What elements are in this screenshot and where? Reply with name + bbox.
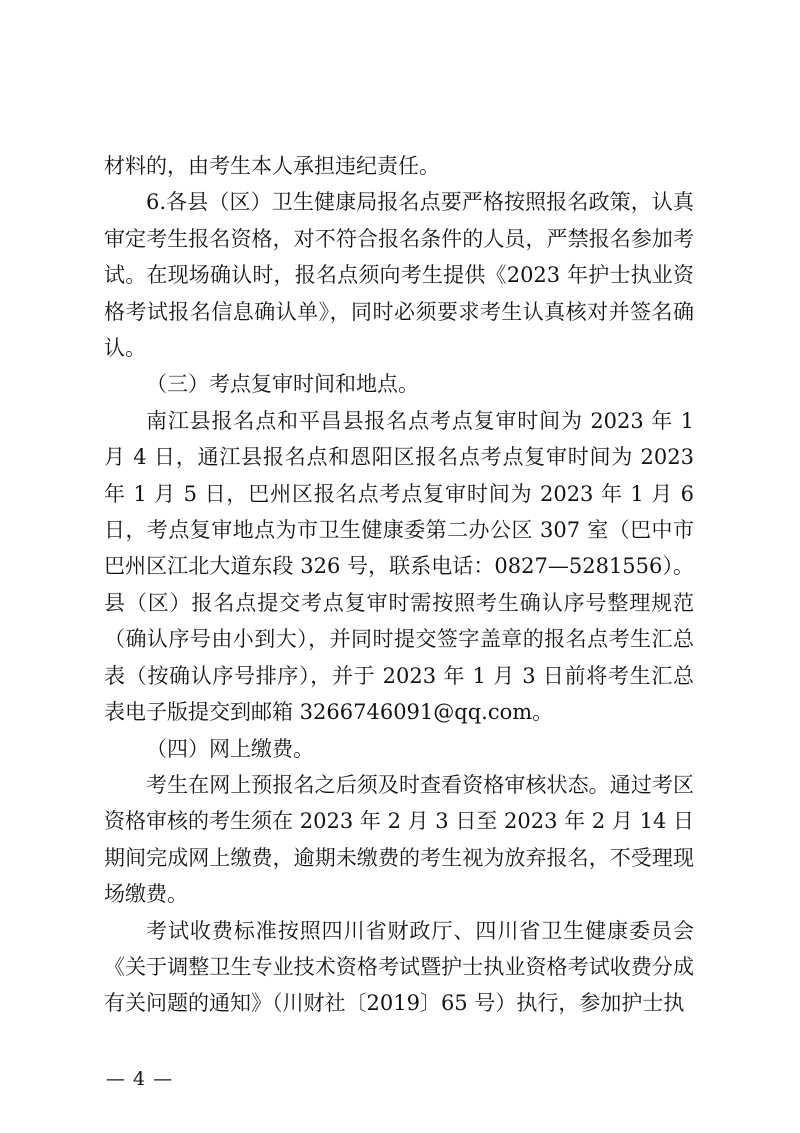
- continuation-paragraph: 材料的，由考生本人承担违纪责任。: [104, 154, 440, 178]
- page-number: — 4 —: [106, 1068, 174, 1090]
- section-heading-review-time-place: （三）考点复审时间和地点。: [146, 372, 419, 397]
- section-heading-online-payment: （四）网上缴费。: [146, 736, 314, 761]
- body-paragraph-registration-review: 6.各县（区）卫生健康局报名点要严格按照报名政策，认真审定考生报名资格，对不符合报名条件的人员，严禁报名参加考试。在现场确认时，报名点须向考生提供《2023 年护士执业资格考试报名信息确认单》，同时必须要求考生认真核对并签名确认。: [104, 190, 694, 361]
- body-paragraph-review-schedule: 南江县报名点和平昌县报名点考点复审时间为 2023 年 1 月 4 日，通江县报名点和恩阳区报名点考点复审时间为 2023 年 1 月 5 日，巴州区报名点考点复审时间为 2023 年 1 月 6 日，考点复审地点为市卫生健康委第二办公区 307 室（巴中市巴州区江北大道东段 326 号，联系电话：0827—5281556）。县（区）报名点提交考点复审时需按照考生确认序号整理规范（确认序号由小到大），并同时提交签字盖章的报名点考生汇总表（按确认序号排序），并于 2023 年 1 月 3 日前将考生汇总表电子版提交到邮箱 3266746091@qq.com。: [104, 408, 694, 725]
- document-body: [104, 148, 694, 1022]
- body-paragraph-payment-deadline: 考生在网上预报名之后须及时查看资格审核状态。通过考区资格审核的考生须在 2023 年 2 月 3 日至 2023 年 2 月 14 日期间完成网上缴费，逾期未缴费的考生视为放弃报名，不受理现场缴费。: [104, 772, 694, 907]
- body-paragraph-fee-standard: 考试收费标准按照四川省财政厅、四川省卫生健康委员会《关于调整卫生专业技术资格考试暨护士执业资格考试收费分成有关问题的通知》（川财社〔2019〕65 号）执行，参加护士执: [104, 918, 694, 1016]
